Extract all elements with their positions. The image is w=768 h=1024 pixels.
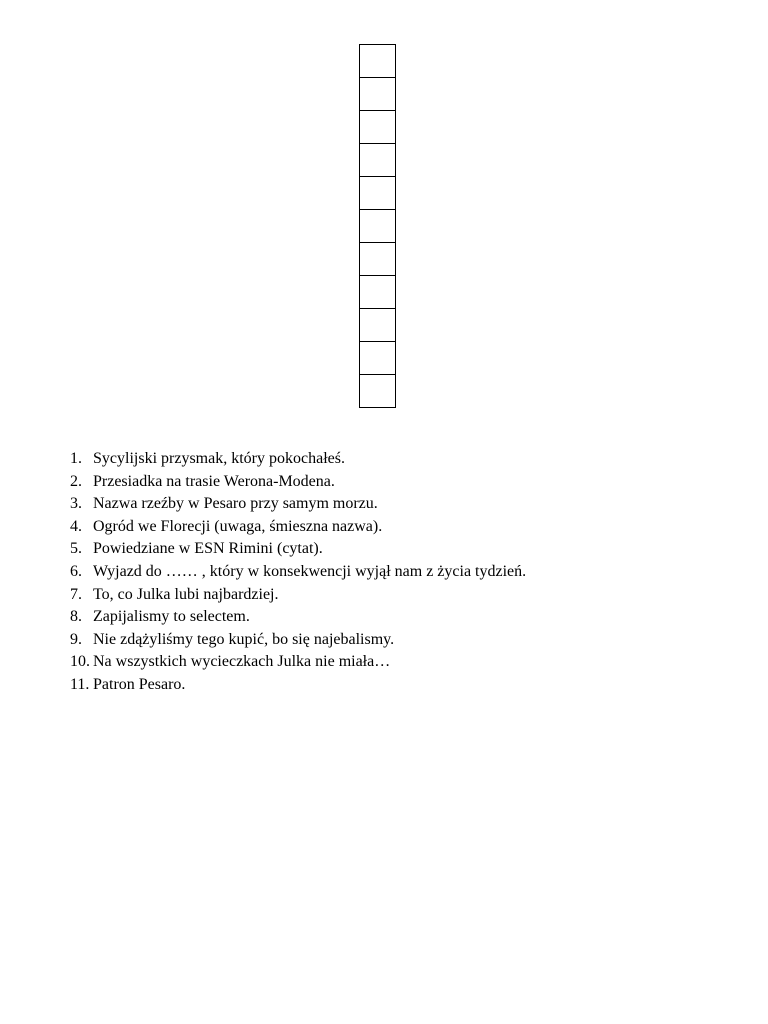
clue-number: 6. bbox=[70, 562, 82, 580]
crossword-cell bbox=[359, 77, 396, 111]
crossword-grid bbox=[359, 44, 396, 408]
list-item bbox=[70, 538, 526, 561]
list-item bbox=[70, 516, 526, 539]
crossword-cell bbox=[359, 44, 396, 78]
clue-text: Patron Pesaro. bbox=[93, 675, 186, 693]
clue-number: 5. bbox=[70, 540, 82, 558]
clue-number: 10. bbox=[70, 653, 90, 671]
list-item bbox=[70, 471, 526, 494]
clue-text: Powiedziane w ESN Rimini (cytat). bbox=[93, 540, 323, 558]
list-item bbox=[70, 493, 526, 516]
crossword-cell bbox=[359, 374, 396, 408]
clue-number: 1. bbox=[70, 450, 82, 467]
clue-list bbox=[70, 448, 526, 697]
crossword-cell bbox=[359, 242, 396, 276]
crossword-cell bbox=[359, 110, 396, 144]
clue-number: 4. bbox=[70, 517, 82, 535]
clue-number: 2. bbox=[70, 472, 82, 490]
list-item bbox=[70, 561, 526, 584]
crossword-cell bbox=[359, 341, 396, 375]
list-item bbox=[70, 651, 526, 674]
clue-text: Nie zdążyliśmy tego kupić, bo się najebalismy. bbox=[93, 630, 395, 648]
list-item bbox=[70, 674, 526, 697]
crossword-cell bbox=[359, 176, 396, 210]
clue-text: Na wszystkich wycieczkach Julka nie miała… bbox=[93, 653, 391, 671]
crossword-cell bbox=[359, 209, 396, 243]
clue-text: Przesiadka na trasie Werona-Modena. bbox=[93, 472, 335, 490]
clue-text: To, co Julka lubi najbardziej. bbox=[93, 585, 279, 603]
clue-number: 8. bbox=[70, 608, 82, 626]
list-item bbox=[70, 606, 526, 629]
list-item bbox=[70, 448, 526, 471]
list-item bbox=[70, 584, 526, 607]
clue-number: 3. bbox=[70, 495, 82, 513]
clue-text: Wyjazd do …… , który w konsekwencji wyjął nam z życia tydzień. bbox=[93, 562, 527, 580]
clue-text: Nazwa rzeźby w Pesaro przy samym morzu. bbox=[93, 495, 378, 513]
clue-number: 11. bbox=[70, 675, 90, 693]
clue-number: 9. bbox=[70, 630, 82, 648]
clue-text: Sycylijski przysmak, który pokochałeś. bbox=[93, 450, 345, 467]
clue-number: 7. bbox=[70, 585, 82, 603]
clue-text: Zapijalismy to selectem. bbox=[93, 608, 250, 626]
crossword-cell bbox=[359, 308, 396, 342]
crossword-cell bbox=[359, 143, 396, 177]
list-item bbox=[70, 629, 526, 652]
crossword-cell bbox=[359, 275, 396, 309]
clue-text: Ogród we Florecji (uwaga, śmieszna nazwa). bbox=[93, 517, 383, 535]
